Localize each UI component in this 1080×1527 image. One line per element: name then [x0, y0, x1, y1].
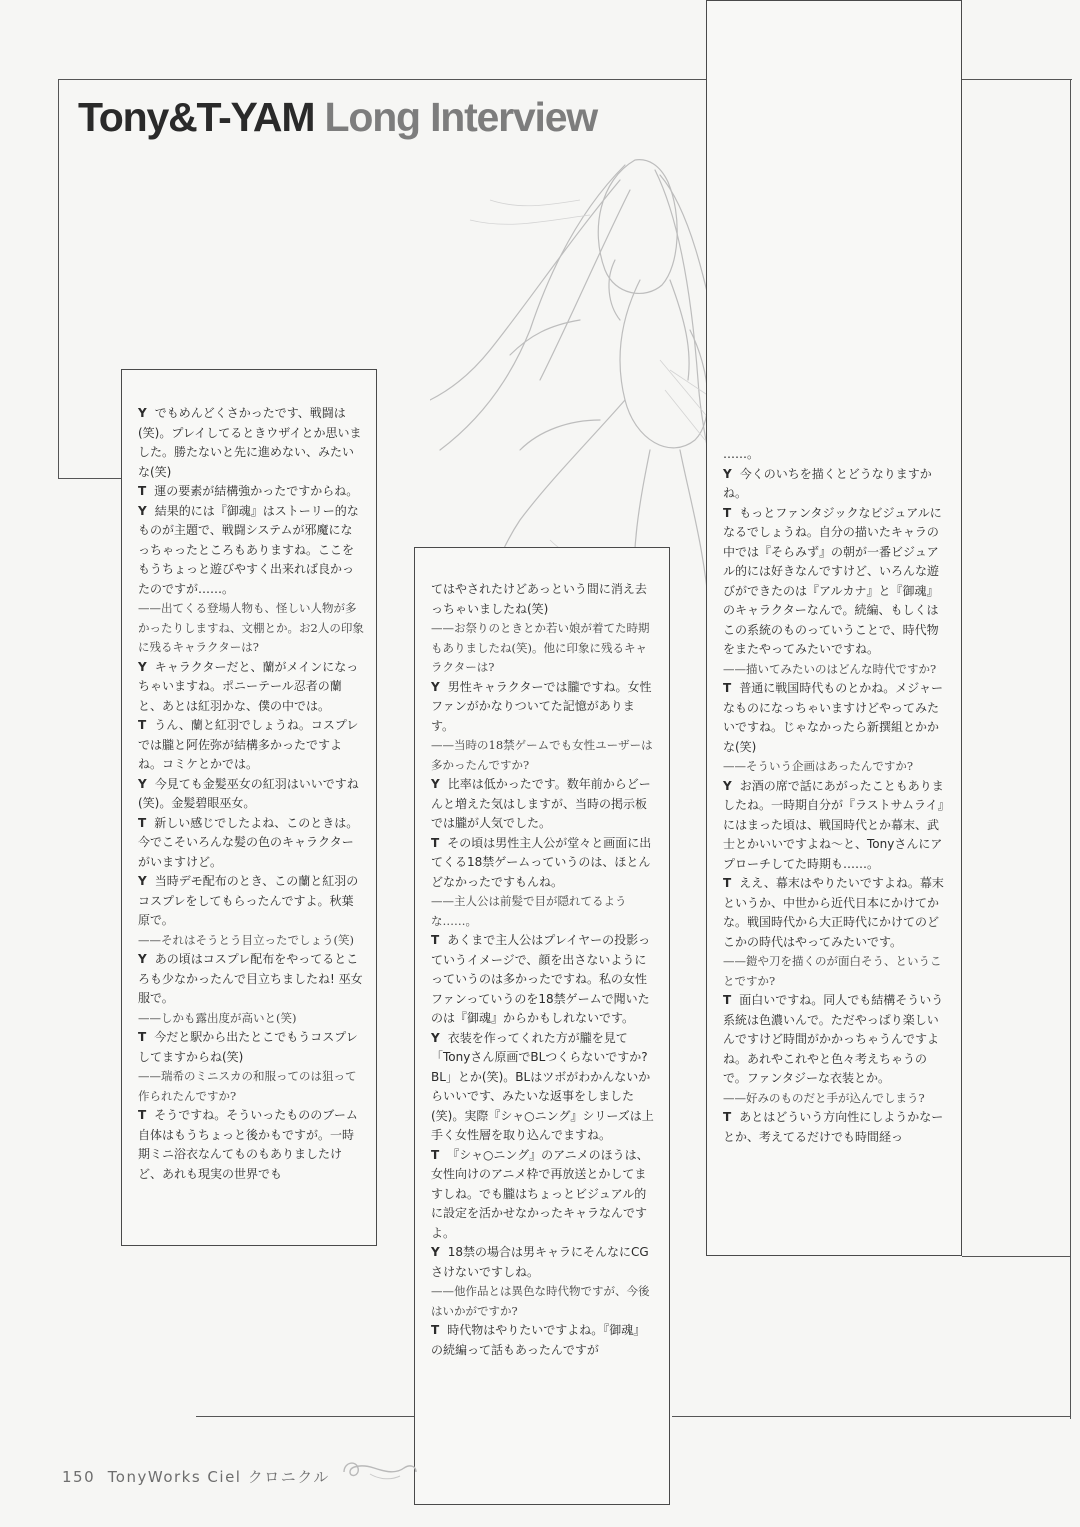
speaker-label: T	[138, 815, 147, 830]
question-text: ——そういう企画はあったんですか?	[723, 759, 914, 773]
speaker-label: Y	[723, 778, 732, 793]
dialogue-line	[138, 1106, 364, 1184]
frame-line-right	[1070, 79, 1071, 1419]
dialogue-text: ええ、幕末はやりたいですよね。幕末というか、中世から近代日本にかけてかな。戦国時代から大正時代にかけてのどこかの時代はやってみたいです。	[723, 876, 944, 949]
interviewer-question	[138, 599, 364, 658]
question-text: ——好みのものだと手が込んでしまう?	[723, 1090, 925, 1105]
interviewer-question	[431, 1282, 657, 1321]
dialogue-text: 当時デモ配布のとき、この蘭と紅羽のコスプレをしてもらったんですよ。秋葉原で。	[138, 874, 359, 927]
dialogue-line	[138, 502, 364, 600]
frame-line-left-bottom	[58, 478, 122, 479]
interview-column-2	[414, 547, 670, 1505]
interviewer-question	[723, 952, 949, 991]
dialogue-text: 面白いですね。同人でも結構そういう系統は色濃いんで。ただやっぱり楽しいんですけど時間がかかっちゃうんですよね。あれやこれやと色々考えちゃうので。ファンタジーな衣装とか。	[723, 993, 944, 1085]
speaker-label: T	[723, 681, 732, 695]
speaker-label: T	[431, 835, 440, 850]
page-number: 150	[62, 1468, 96, 1486]
speaker-label: Y	[138, 503, 147, 518]
question-text: ——描いてみたいのはどんな時代ですか?	[723, 661, 937, 676]
dialogue-line	[138, 775, 364, 814]
title-part-2: Long Interview	[324, 94, 598, 140]
interview-column-1	[121, 369, 377, 1246]
dialogue-text: 今だと駅から出たとこでもうコスプレしてますからね(笑)	[138, 1030, 358, 1064]
dialogue-line	[138, 950, 364, 1009]
speaker-label: T	[431, 1323, 440, 1337]
dialogue-line	[431, 1146, 657, 1244]
speaker-label: Y	[138, 659, 147, 674]
dialogue-line	[138, 872, 364, 931]
interviewer-question	[431, 736, 657, 775]
speaker-label: T	[723, 876, 732, 890]
dialogue-text: うん、蘭と紅羽でしょうね。コスプレでは朧と阿佐弥が結構多かったですよね。コミケとかでは。	[138, 718, 359, 771]
interviewer-question	[138, 931, 364, 951]
speaker-label: Y	[138, 952, 147, 966]
question-text: ——主人公は前髪で目が隠れてるような……。	[431, 894, 627, 928]
dialogue-text: 運の要素が結構強かったですからね。	[154, 484, 359, 498]
dialogue-line	[431, 580, 657, 619]
dialogue-line	[723, 874, 949, 952]
dialogue-line	[723, 679, 949, 757]
speaker-label: Y	[431, 679, 440, 694]
interviewer-question	[431, 892, 657, 931]
title-part-1: Tony&T-YAM	[78, 94, 315, 140]
question-text: ——お祭りのときとか若い娘が着てた時期もありましたね(笑)。他に印象に残るキャラクターは?	[431, 621, 650, 674]
dialogue-line	[138, 658, 364, 717]
dialogue-text: あの頃はコスプレ配布をやってるところも少なかったんで目立ちましたね! 巫女服で。	[138, 952, 363, 1005]
book-title: TonyWorks Ciel クロニクル	[107, 1468, 330, 1486]
dialogue-text: 18禁の場合は男キャラにそんなにCGさけないですしね。	[431, 1245, 649, 1279]
speaker-label: T	[138, 484, 147, 498]
dialogue-text: もっとファンタジックなビジュアルになるでしょうね。自分の描いたキャラの中では『そらみず』の朝が一番ビジュアル的には好きなんですけど、いろんな遊びができたのは『アルカナ』と『御魂』のキャラクターなんで。続編、もしくはこの系統のものっていうことで、時代物をまたやってみたいですね。	[723, 505, 942, 656]
dialogue-line	[723, 777, 949, 875]
speaker-label: T	[723, 993, 732, 1007]
dialogue-text: キャラクターだと、蘭がメインになっちゃいますね。ポニーテール忍者の蘭と、あとは紅羽かな、僕の中では。	[138, 659, 359, 713]
dialogue-line	[723, 445, 949, 465]
interviewer-question	[723, 660, 949, 680]
interviewer-question	[138, 1009, 364, 1029]
dialogue-line	[138, 1028, 364, 1067]
frame-line-bottom-right	[672, 1416, 1071, 1417]
frame-line-top	[58, 79, 708, 80]
footer-ornament-icon	[340, 1452, 420, 1484]
speaker-label: T	[138, 1030, 147, 1044]
interviewer-question	[723, 757, 949, 777]
dialogue-text: そうですね。そういったもののブーム自体はもうちょっと後かもですが。一時期ミニ浴衣なんてものもありましたけど、あれも現実の世界でも	[138, 1108, 358, 1181]
dialogue-line	[138, 404, 364, 482]
dialogue-text: 時代物はやりたいですよね。『御魂』の続編って話もあったんですが	[431, 1323, 646, 1357]
question-text: ——当時の18禁ゲームでも女性ユーザーは多かったんですか?	[431, 738, 653, 772]
question-text: ——それはそうとう目立ったでしょう(笑)	[138, 932, 354, 947]
speaker-label: T	[723, 505, 732, 520]
speaker-label: Y	[138, 776, 147, 791]
dialogue-line	[431, 678, 657, 737]
dialogue-text: 『シャ○ニング』のアニメのほうは、女性向けのアニメ枠で再放送とかしてますしね。でも朧はちょっとビジュアル的に設定を活かせなかったキャラなんですよ。	[431, 1147, 649, 1240]
frame-line-bottom	[196, 1416, 414, 1417]
frame-line-left	[58, 79, 59, 479]
dialogue-line	[138, 814, 364, 873]
dialogue-text: 普通に戦国時代ものとかね。メジャーなものになっちゃいますけどやってみたいですね。じゃなかったら新撰組とかかな(笑)	[723, 681, 943, 754]
dialogue-line	[723, 465, 949, 504]
dialogue-text: その頃は男性主人公が堂々と画面に出てくる18禁ゲームっていうのは、ほとんどなかったですもんね。	[431, 835, 652, 889]
dialogue-text: 比率は低かったです。数年前からどーんと増えた気はしますが、当時の掲示板では朧が人気でした。	[431, 777, 651, 830]
interviewer-question	[138, 1067, 364, 1106]
dialogue-text: ……。	[723, 447, 760, 461]
speaker-label: T	[138, 1108, 147, 1122]
question-text: ——鎧や刀を描くのが面白そう、ということですか?	[723, 954, 942, 988]
dialogue-text: 男性キャラクターでは朧ですね。女性ファンがかなりついてた記憶があります。	[431, 679, 652, 733]
dialogue-text: 新しい感じでしたよね、このときは。今でこそいろんな髪の色のキャラクターがいますけど。	[138, 815, 359, 869]
dialogue-text: 今見ても金髪巫女の紅羽はいいですね(笑)。金髪碧眼巫女。	[138, 776, 359, 810]
question-text: ——瑞希のミニスカの和服ってのは狙って作られたんですか?	[138, 1069, 357, 1103]
frame-line-right-top	[962, 79, 1072, 80]
speaker-label: Y	[138, 406, 147, 420]
question-text: ——他作品とは異色な時代物ですが、今後はいかがですか?	[431, 1284, 650, 1318]
dialogue-line	[431, 775, 657, 834]
dialogue-text: 結果的には『御魂』はストーリー的なものが主題で、戦闘システムが邪魔になっちゃったところもありますね。ここをもうちょっと遊びやすく出来れば良かったのですが……。	[138, 503, 359, 596]
speaker-label: T	[431, 933, 440, 947]
speaker-label: T	[431, 1147, 440, 1162]
speaker-label: Y	[431, 777, 440, 791]
dialogue-line	[431, 1029, 657, 1146]
dialogue-text: あくまで主人公はプレイヤーの投影っていうイメージで、顔を出さないようにっていうのは多かったですね。私の女性ファンっていうのを18禁ゲームで聞いたのは『御魂』からかもしれないです。	[431, 933, 651, 1025]
interviewer-question	[431, 619, 657, 678]
interviewer-question	[723, 1089, 949, 1109]
speaker-label: Y	[431, 1245, 440, 1259]
dialogue-line	[431, 834, 657, 893]
dialogue-text: あとはどういう方向性にしようかなーとか、考えてるだけでも時間経っ	[723, 1110, 944, 1144]
speaker-label: Y	[431, 1030, 440, 1045]
page-footer	[62, 1466, 330, 1487]
dialogue-text: お酒の席で話にあがったこともありましたね。一時期自分が『ラストサムライ』にはまった頃は、戦国時代とか幕末、武士とかいいですよね～と、Tonyさんにアプローチしてた時期も……。	[723, 778, 944, 871]
question-text: ——しかも露出度が高いと(笑)	[138, 1010, 297, 1025]
speaker-label: Y	[723, 466, 732, 481]
dialogue-line	[723, 504, 949, 660]
dialogue-line	[431, 931, 657, 1029]
speaker-label: T	[723, 1110, 732, 1124]
dialogue-text: 衣装を作ってくれた方が朧を見て「Tonyさん原画でBLつくらないですか? BL」とか(笑)。BLはツボがわかんないからいいです、みたいな返事をしました(笑)。実際『シャ○ニング』シリーズは上手く女性層を取り込んでますね。	[431, 1030, 654, 1142]
question-text: ——出てくる登場人物も、怪しい人物が多かったりしますね、文棚とか。お2人の印象に残るキャラクターは?	[138, 601, 364, 654]
dialogue-line	[723, 991, 949, 1089]
speaker-label: T	[138, 718, 147, 732]
dialogue-line	[138, 482, 364, 502]
dialogue-line	[138, 716, 364, 775]
speaker-label: Y	[138, 874, 147, 888]
dialogue-text: でもめんどくさかったです、戦闘は(笑)。プレイしてるときウザイとか思いました。勝たないと先に進めない、みたいな(笑)	[138, 406, 362, 479]
dialogue-line	[431, 1243, 657, 1282]
frame-line-mid-right	[962, 1256, 1070, 1257]
interview-column-3	[706, 0, 962, 1256]
dialogue-line	[723, 1108, 949, 1147]
dialogue-line	[431, 1321, 657, 1360]
dialogue-text: 今くのいちを描くとどうなりますかね。	[723, 466, 932, 500]
dialogue-text: てはやされたけどあっという間に消え去っちゃいましたね(笑)	[431, 582, 647, 616]
